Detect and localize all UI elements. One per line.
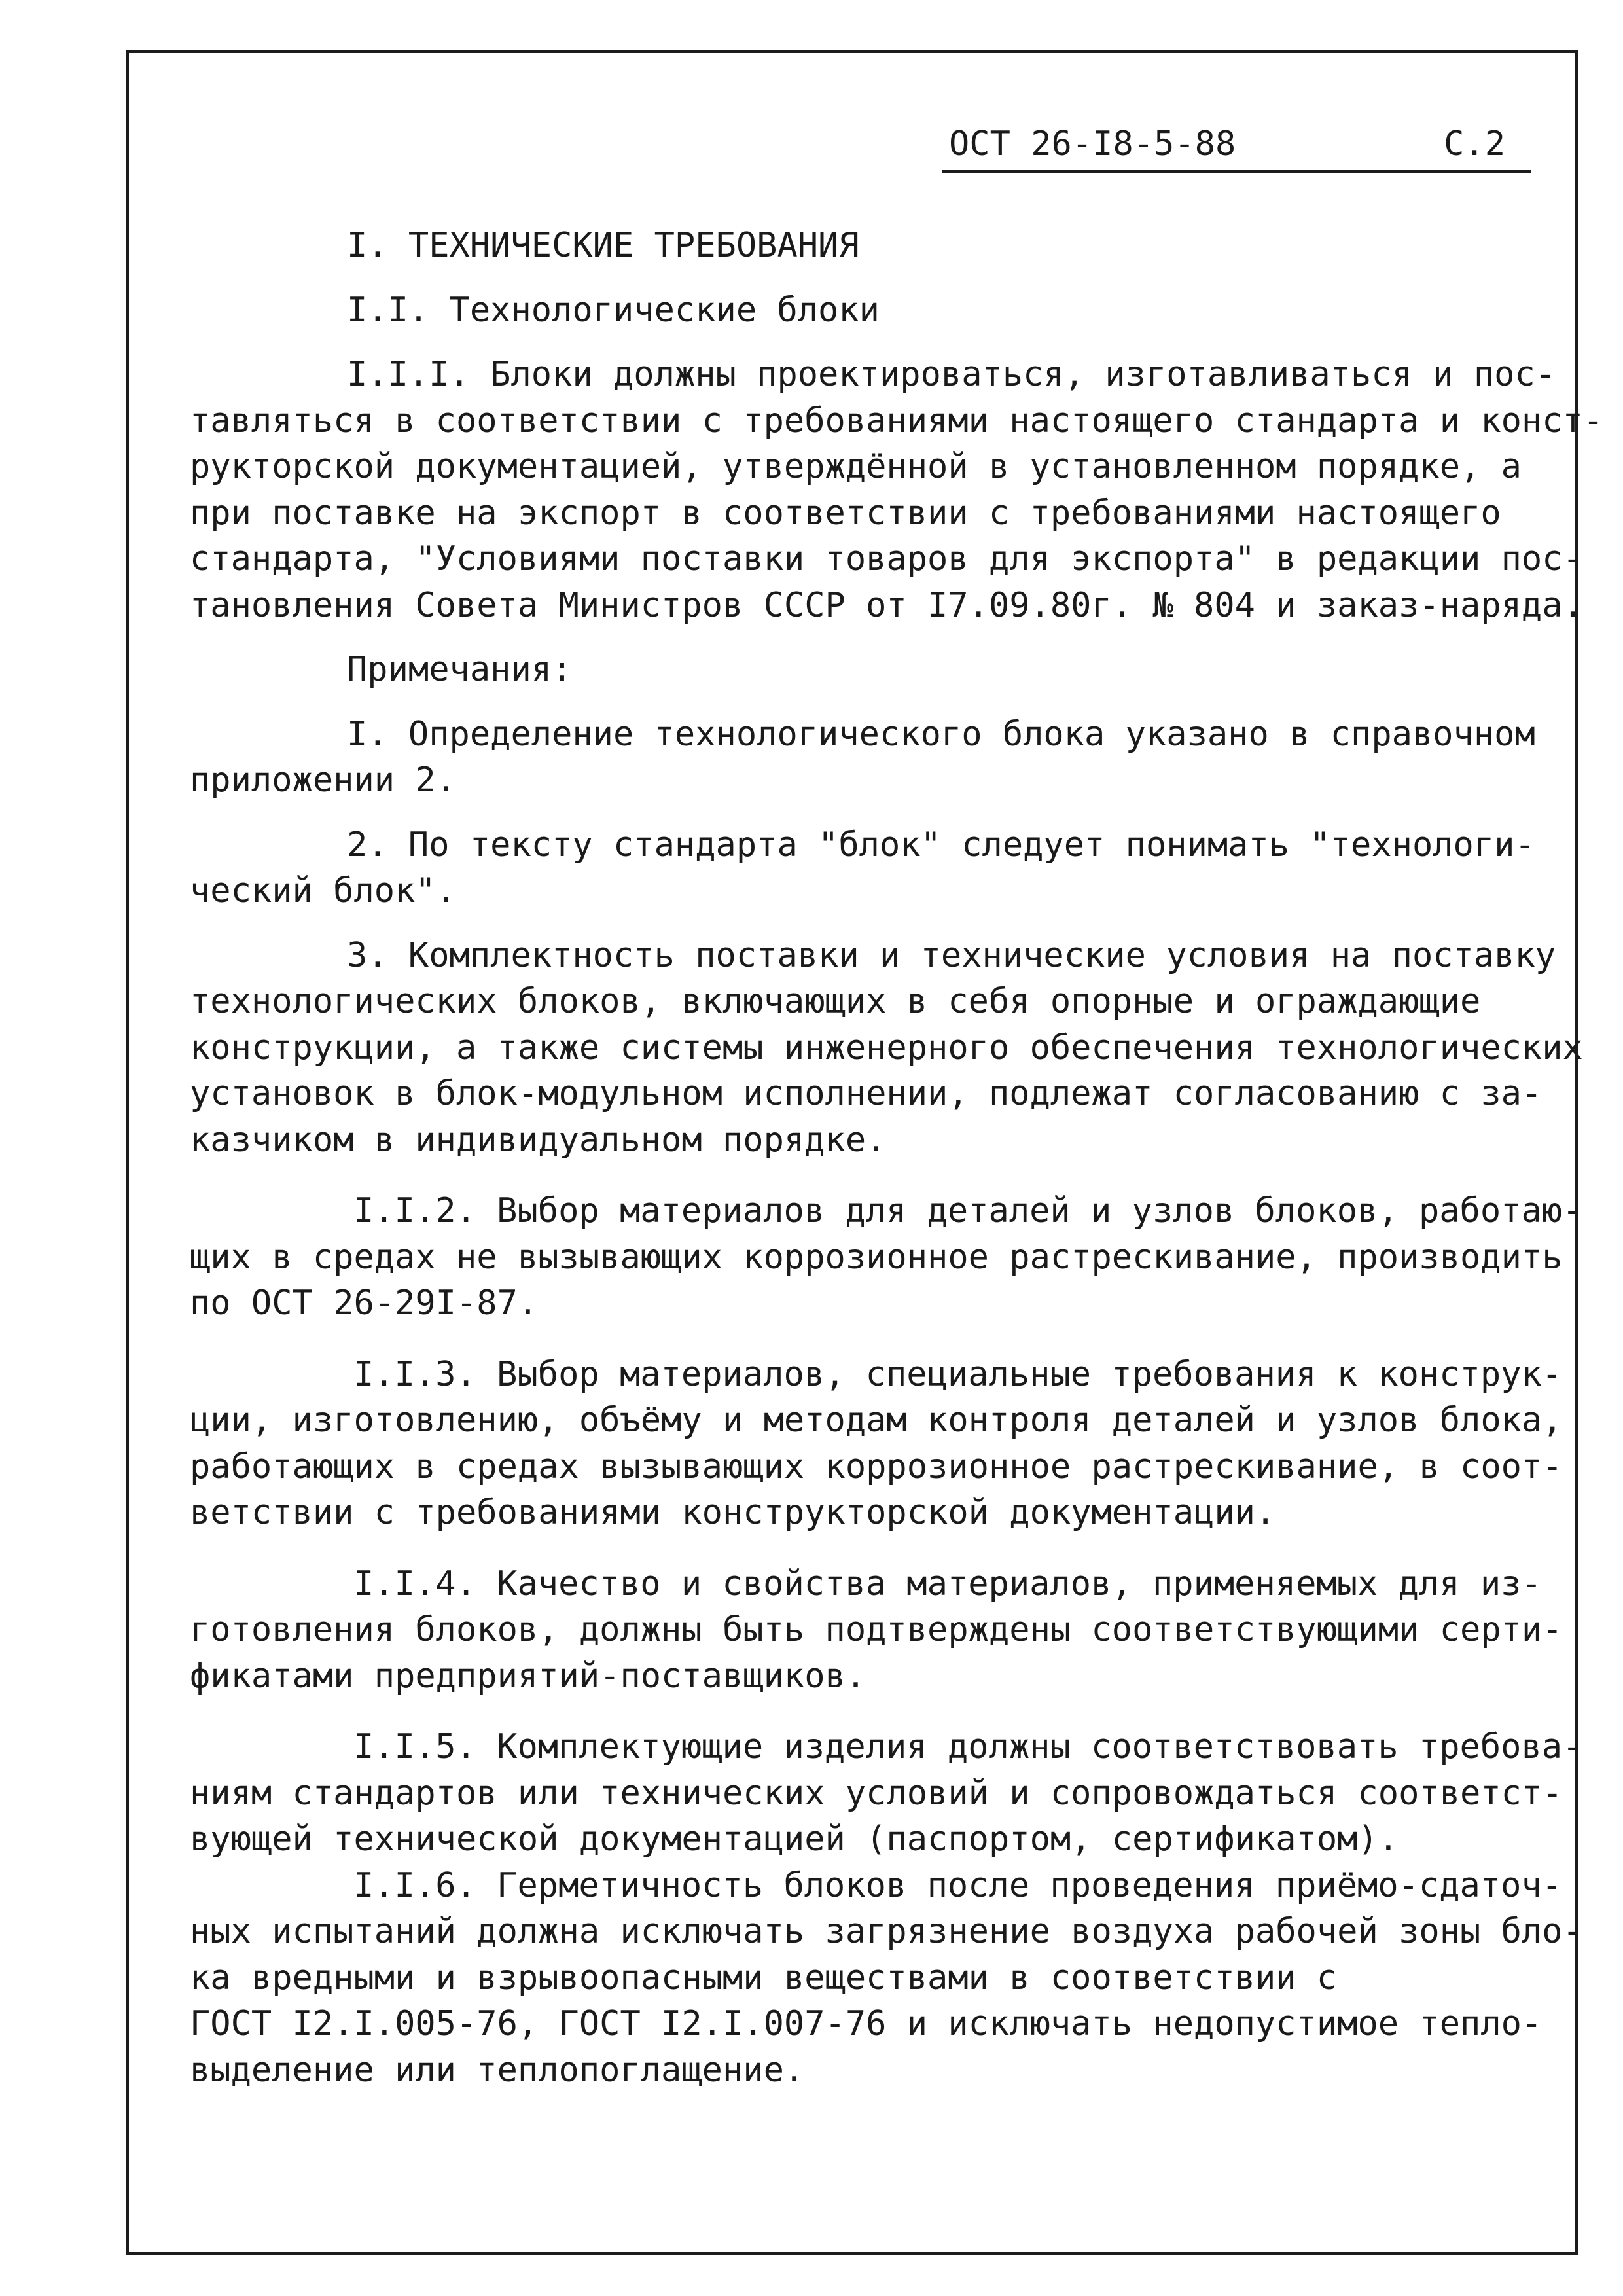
- clause-line: I.I.5. Комплектующие изделия должны соответствовать требова-: [353, 1727, 1583, 1767]
- clause-line: готовления блоков, должны быть подтверждены соответствующими серти-: [190, 1610, 1563, 1649]
- document-code: ОСТ 26-I8-5-88: [949, 124, 1236, 164]
- clause-line: рукторской документацией, утверждённой в установленном порядке, а: [190, 447, 1522, 486]
- section-title: I. ТЕХНИЧЕСКИЕ ТРЕБОВАНИЯ: [347, 226, 859, 265]
- clause-line: ниям стандартов или технических условий и сопровождаться соответст-: [190, 1773, 1563, 1813]
- note-line: конструкции, а также системы инженерного обеспечения технологических: [190, 1028, 1583, 1067]
- clause-line: тавляться в соответствии с требованиями настоящего стандарта и конст-: [190, 401, 1604, 440]
- clause-line: вующей технической документацией (паспортом, сертификатом).: [190, 1820, 1399, 1859]
- note-line: установок в блок-модульном исполнении, подлежат согласованию с за-: [190, 1074, 1543, 1113]
- note-line: технологических блоков, включающих в себя опорные и ограждающие: [190, 982, 1481, 1021]
- clause-1-1-1: [190, 351, 1604, 628]
- clause-line: выделение или теплопоглащение.: [190, 2050, 805, 2090]
- clause-line: щих в средах не вызывающих коррозионное растрескивание, производить: [190, 1237, 1563, 1277]
- clause-line: фикатами предприятий-поставщиков.: [190, 1656, 866, 1696]
- note-3: [190, 933, 1584, 1164]
- clause-line: при поставке на экспорт в соответствии с требованиями настоящего: [190, 493, 1501, 533]
- note-line: I. Определение технологического блока указано в справочном: [347, 714, 1535, 754]
- clause-line: ка вредными и взрывоопасными веществами в соответствии с: [190, 1958, 1338, 1998]
- page-header: [942, 118, 1531, 173]
- note-line: казчиком в индивидуальном порядке.: [190, 1120, 887, 1160]
- clause-line: тановления Совета Министров СССР от I7.09.80г. № 804 и заказ-наряда.: [190, 585, 1583, 625]
- subsection-title: I.I. Технологические блоки: [347, 290, 880, 330]
- note-line: 2. По тексту стандарта "блок" следует понимать "технологи-: [347, 825, 1535, 865]
- note-line: 3. Комплектность поставки и технические условия на поставку: [347, 935, 1556, 975]
- notes-title: Примечания:: [347, 650, 573, 689]
- clause-line: по ОСТ 26-29I-87.: [190, 1283, 539, 1323]
- clause-line: ветствии с требованиями конструкторской документации.: [190, 1493, 1276, 1532]
- clause-line: I.I.3. Выбор материалов, специальные требования к конструк-: [353, 1354, 1563, 1394]
- clause-line: I.I.2. Выбор материалов для деталей и узлов блоков, работаю-: [353, 1191, 1583, 1230]
- note-line: приложении 2.: [190, 761, 456, 800]
- clause-line: стандарта, "Условиями поставки товаров для экспорта" в редакции пос-: [190, 539, 1583, 579]
- note-line: ческий блок".: [190, 871, 456, 910]
- note-2: [190, 822, 1584, 914]
- document-body: [190, 223, 1604, 2093]
- clause-line: I.I.6. Герметичность блоков после проведения приёмо-сдаточ-: [353, 1865, 1563, 1905]
- clause-line: работающих в средах вызывающих коррозионное растрескивание, в соот-: [190, 1446, 1563, 1486]
- page-number: С.2: [1444, 124, 1505, 164]
- clause-1-1-2: [190, 1188, 1584, 1327]
- clause-1-1-3: [190, 1352, 1584, 1536]
- clause-line: ГОСТ I2.I.005-76, ГОСТ I2.I.007-76 и исключать недопустимое тепло-: [190, 2004, 1543, 2043]
- clause-line: ных испытаний должна исключать загрязнение воздуха рабочей зоны бло-: [190, 1912, 1583, 1951]
- clause-1-1-5: [190, 1724, 1584, 1863]
- clause-line: I.I.4. Качество и свойства материалов, применяемых для из-: [353, 1564, 1542, 1604]
- clause-1-1-4: [190, 1561, 1584, 1700]
- note-1: [190, 711, 1584, 804]
- clause-1-1-6: [190, 1863, 1584, 2094]
- clause-line: ции, изготовлению, объёму и методам контроля деталей и узлов блока,: [190, 1401, 1563, 1440]
- clause-line: I.I.I. Блоки должны проектироваться, изготавливаться и пос-: [347, 355, 1556, 394]
